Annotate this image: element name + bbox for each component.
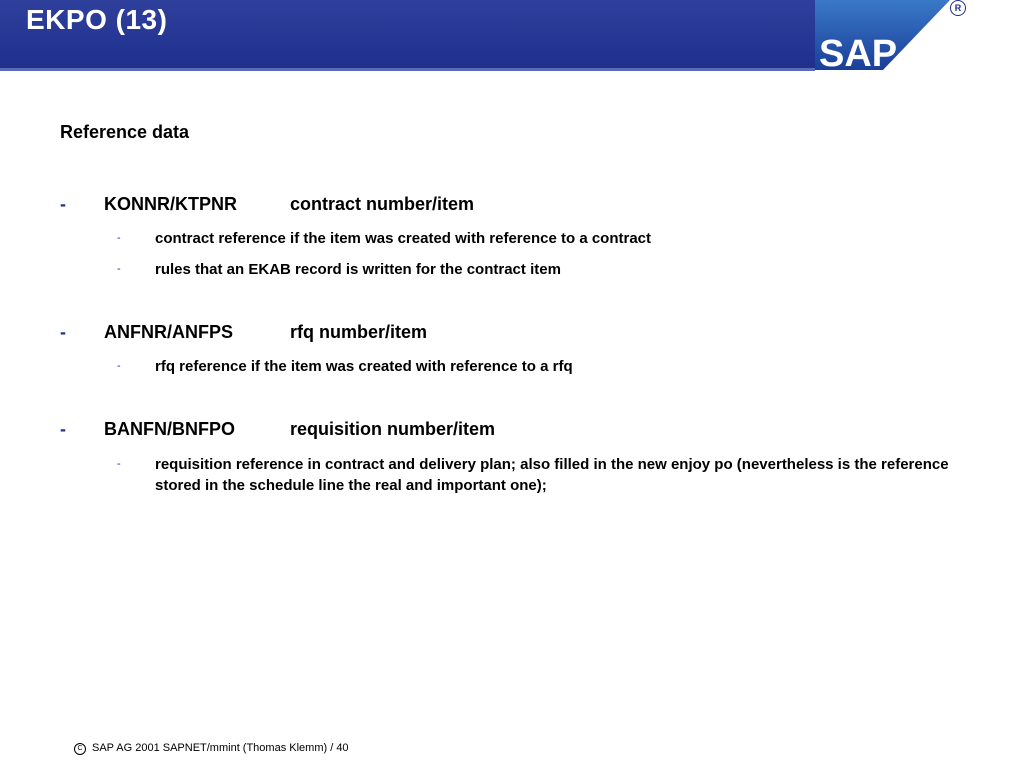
registered-mark-icon: R bbox=[950, 0, 966, 16]
field-description: contract number/item bbox=[290, 194, 475, 214]
bullet-dash: - bbox=[60, 419, 66, 439]
sub-bullet-text: rules that an EKAB record is written for the contract item bbox=[155, 261, 561, 278]
field-code: KONNR/KTPNR bbox=[104, 194, 237, 214]
footer bbox=[74, 742, 349, 755]
sub-bullet-dash: - bbox=[117, 458, 121, 470]
footer-text: SAP AG 2001 SAPNET/mmint (Thomas Klemm) / 40 bbox=[92, 742, 349, 754]
field-code: BANFN/BNFPO bbox=[104, 419, 235, 439]
sub-bullet-dash: - bbox=[117, 263, 121, 275]
bullet-dash: - bbox=[60, 194, 66, 214]
sap-logo-text: SAP bbox=[819, 33, 898, 72]
field-description: rfq number/item bbox=[290, 322, 428, 342]
sub-bullet-dash: - bbox=[117, 360, 121, 372]
sap-logo-graphic bbox=[815, 0, 960, 72]
field-description: requisition number/item bbox=[290, 419, 496, 439]
copyright-icon: C bbox=[74, 743, 86, 755]
sub-bullet-dash: - bbox=[117, 232, 121, 244]
sub-bullet-text: contract reference if the item was created with reference to a contract bbox=[155, 230, 652, 247]
bullet-dash: - bbox=[60, 322, 66, 342]
field-code: ANFNR/ANFPS bbox=[104, 322, 233, 342]
slide-title: EKPO (13) bbox=[26, 4, 168, 35]
sap-logo bbox=[815, 0, 960, 72]
sub-bullet-text: requisition reference in contract and delivery plan; also filled in the new enjoy po (nevertheless is the reference stored in the schedule line the real and important one); bbox=[155, 456, 949, 494]
header-shadow bbox=[0, 68, 815, 71]
sub-bullet-text: rfq reference if the item was created with reference to a rfq bbox=[155, 358, 573, 375]
section-heading: Reference data bbox=[60, 122, 190, 142]
